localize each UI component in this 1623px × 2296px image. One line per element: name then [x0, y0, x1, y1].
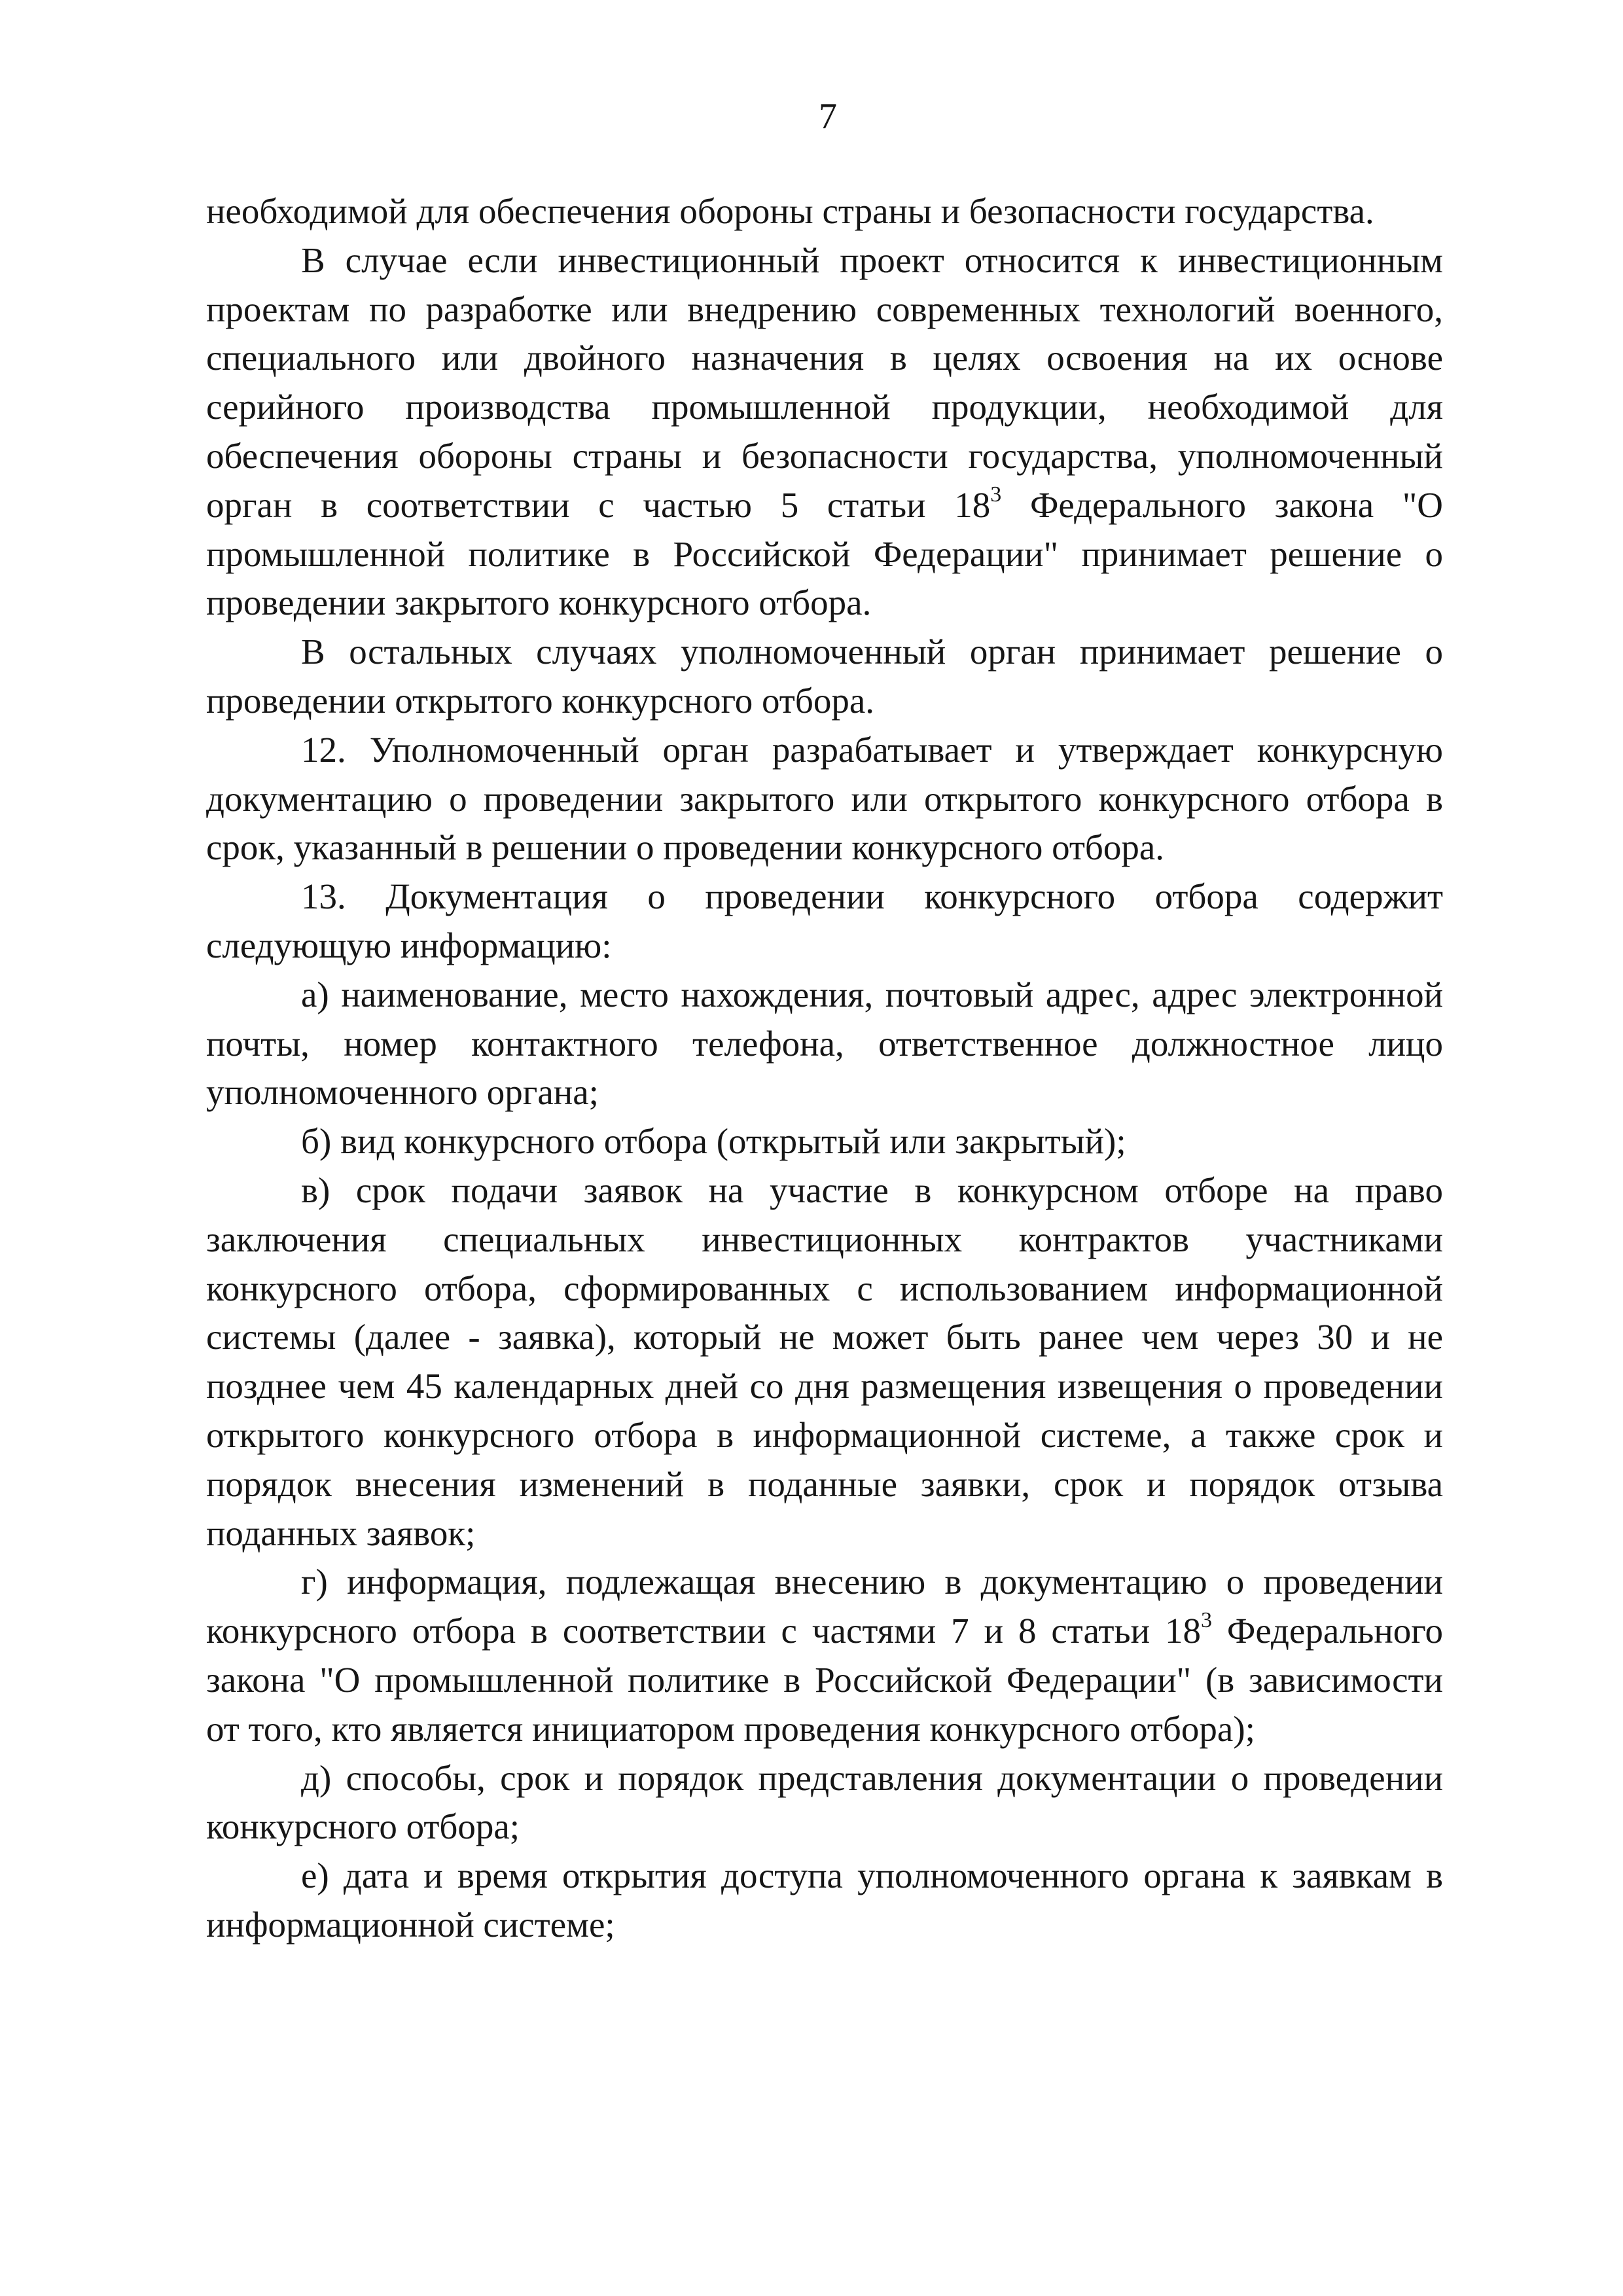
paragraph-item-12: 12. Уполномоченный орган разрабатывает и утверждает конкурсную документацию о проведении закрытого или открытого конкурсного отбора в срок, указанный в решении о проведении конкурсного отбора. [206, 729, 1443, 868]
paragraph-text: Федерального закона "О промышленной политике в Российской Федерации" (в зависимости от того, кто является инициатором проведения конкурсного отбора); [206, 1611, 1443, 1749]
page-number: 7 [819, 96, 837, 137]
paragraph-continuation: необходимой для обеспечения обороны страны и безопасности государства. [206, 191, 1374, 231]
superscript: 3 [1200, 1608, 1212, 1633]
superscript: 3 [990, 482, 1002, 507]
paragraph-text: В случае если инвестиционный проект относится к инвестиционным проектам по разработке или внедрению современных технологий военного, специального или двойного назначения в целях освоения на их основе серийного производства промышленной продукции, необходимой для обеспечения обороны страны и безопасности государства, уполномоченный орган в соответствии с частью 5 статьи 18 [206, 240, 1443, 525]
list-item-e: е) дата и время открытия доступа уполномоченного органа к заявкам в информационной системе; [206, 1856, 1443, 1945]
paragraph-closed-competition [206, 236, 1443, 628]
paragraph-text: Федерального закона "О промышленной политике в Российской Федерации" принимает решение о проведении закрытого конкурсного отбора. [206, 484, 1443, 623]
list-item-d: д) способы, срок и порядок представления документации о проведении конкурсного отбора; [206, 1757, 1443, 1847]
list-item-a: а) наименование, место нахождения, почтовый адрес, адрес электронной почты, номер контактного телефона, ответственное должностное лицо уполномоченного органа; [206, 974, 1443, 1113]
list-item-g [206, 1558, 1443, 1753]
paragraph-open-competition: В остальных случаях уполномоченный орган принимает решение о проведении открытого конкурсного отбора. [206, 632, 1443, 721]
paragraph-text: г) информация, подлежащая внесению в документацию о проведении конкурсного отбора в соответствии с частями 7 и 8 статьи 18 [206, 1562, 1443, 1651]
list-item-v: в) срок подачи заявок на участие в конкурсном отборе на право заключения специальных инвестиционных контрактов участниками конкурсного отбора, сформированных с использованием информационной системы (далее - заявка), который не может быть ранее чем через 30 и не позднее чем 45 календарных дней со дня размещения извещения о проведении открытого конкурсного отбора в информационной системе, а также срок и порядок внесения изменений в поданные заявки, срок и порядок отзыва поданных заявок; [206, 1170, 1443, 1553]
paragraph-item-13: 13. Документация о проведении конкурсного отбора содержит следующую информацию: [206, 876, 1443, 965]
document-body [206, 187, 1443, 1950]
list-item-b: б) вид конкурсного отбора (открытый или закрытый); [301, 1121, 1126, 1162]
